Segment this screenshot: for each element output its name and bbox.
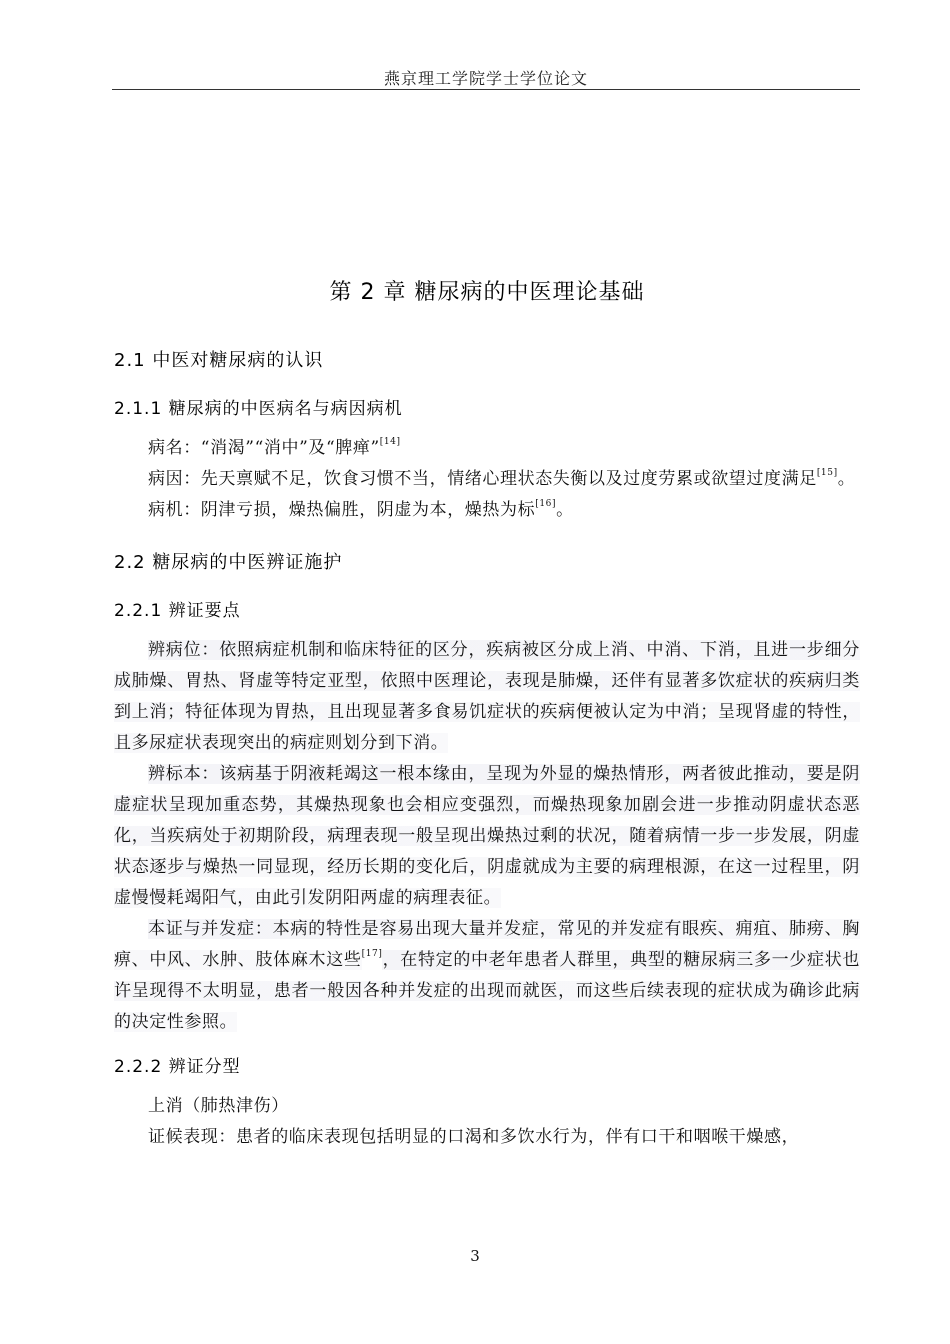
paragraph-disease-name [114, 433, 860, 464]
section-2-1-heading: 2.1 中医对糖尿病的认识 [114, 350, 324, 371]
paragraph-text: ，在特定的中老年患者人群里，典型的糖尿病三多一少症状也许呈现得不太明显，患者一般因各种并发症的出现而就医，而这些后续表现的症状成为确诊此病的决定性参照。 [114, 950, 860, 1032]
citation-ref: [16] [535, 499, 557, 509]
subsection-2-2-1-heading: 2.2.1 辨证要点 [114, 601, 241, 621]
section-2-2-heading: 2.2 糖尿病的中医辨证施护 [114, 552, 343, 573]
paragraph-complications [114, 914, 860, 1038]
subsection-2-2-2-heading: 2.2.2 辨证分型 [114, 1057, 241, 1077]
paragraph-text: 辨标本：该病基于阴液耗竭这一根本缘由，呈现为外显的燥热情形，两者彼此推动，要是阴虚症状呈现加重态势，其燥热现象也会相应变强烈，而燥热现象加剧会进一步推动阴虚状态恶化，当疾病处于初期阶段，病理表现一般呈现出燥热过剩的状况，随着病情一步一步发展，阴虚状态逐步与燥热一同显现，经历长期的变化后，阴虚就成为主要的病理根源，在这一过程里，阴虚慢慢耗竭阳气，由此引发阴阳两虚的病理表征。 [114, 764, 860, 908]
page-number: 3 [470, 1247, 480, 1265]
paragraph-end: 。 [556, 500, 574, 520]
citation-ref: [14] [379, 437, 401, 447]
page-header: 燕京理工学院学士学位论文 [383, 69, 588, 88]
citation-ref: [17] [361, 949, 383, 959]
paragraph-text: 辨病位：依照病症机制和临床特征的区分，疾病被区分成上消、中消、下消，且进一步细分成肺燥、胃热、肾虚等特定亚型，依照中医理论，表现是肺燥，还伴有显著多饮症状的疾病归类到上消；特征体现为胃热，且出现显著多食易饥症状的疾病便被认定为中消；呈现肾虚的特性，且多尿症状表现突出的病症则划分到下消。 [114, 640, 860, 753]
citation-ref: [15] [816, 468, 838, 478]
subsection-2-1-1-heading: 2.1.1 糖尿病的中医病名与病因病机 [114, 399, 403, 419]
chapter-title: 第 2 章 糖尿病的中医理论基础 [329, 280, 645, 305]
header-rule [112, 89, 860, 90]
paragraph-root-branch [114, 759, 860, 914]
paragraph-text: 病名：“消渴”“消中”及“脾瘅” [148, 438, 380, 458]
paragraph-etiology [114, 464, 860, 495]
paragraph-upper-xiao: 上消（肺热津伤） [148, 1096, 289, 1116]
paragraph-disease-location [114, 635, 860, 759]
paragraph-end: 。 [837, 469, 856, 489]
paragraph-text: 本证与并发症：本病的特性是容易出现大量并发症，常见的并发症有眼疾、痈疽、肺痨、胸痹、中风、水肿、肢体麻木这些 [114, 919, 860, 970]
page-body [114, 275, 860, 1153]
paragraph-symptoms: 证候表现：患者的临床表现包括明显的口渴和多饮水行为，伴有口干和咽喉干燥感， [148, 1127, 800, 1147]
paragraph-pathogenesis [114, 495, 860, 526]
paragraph-text: 病因：先天禀赋不足，饮食习惯不当，情绪心理状态失衡以及过度劳累或欲望过度满足 [148, 469, 817, 489]
paragraph-text: 病机：阴津亏损，燥热偏胜，阴虚为本，燥热为标 [148, 500, 536, 520]
